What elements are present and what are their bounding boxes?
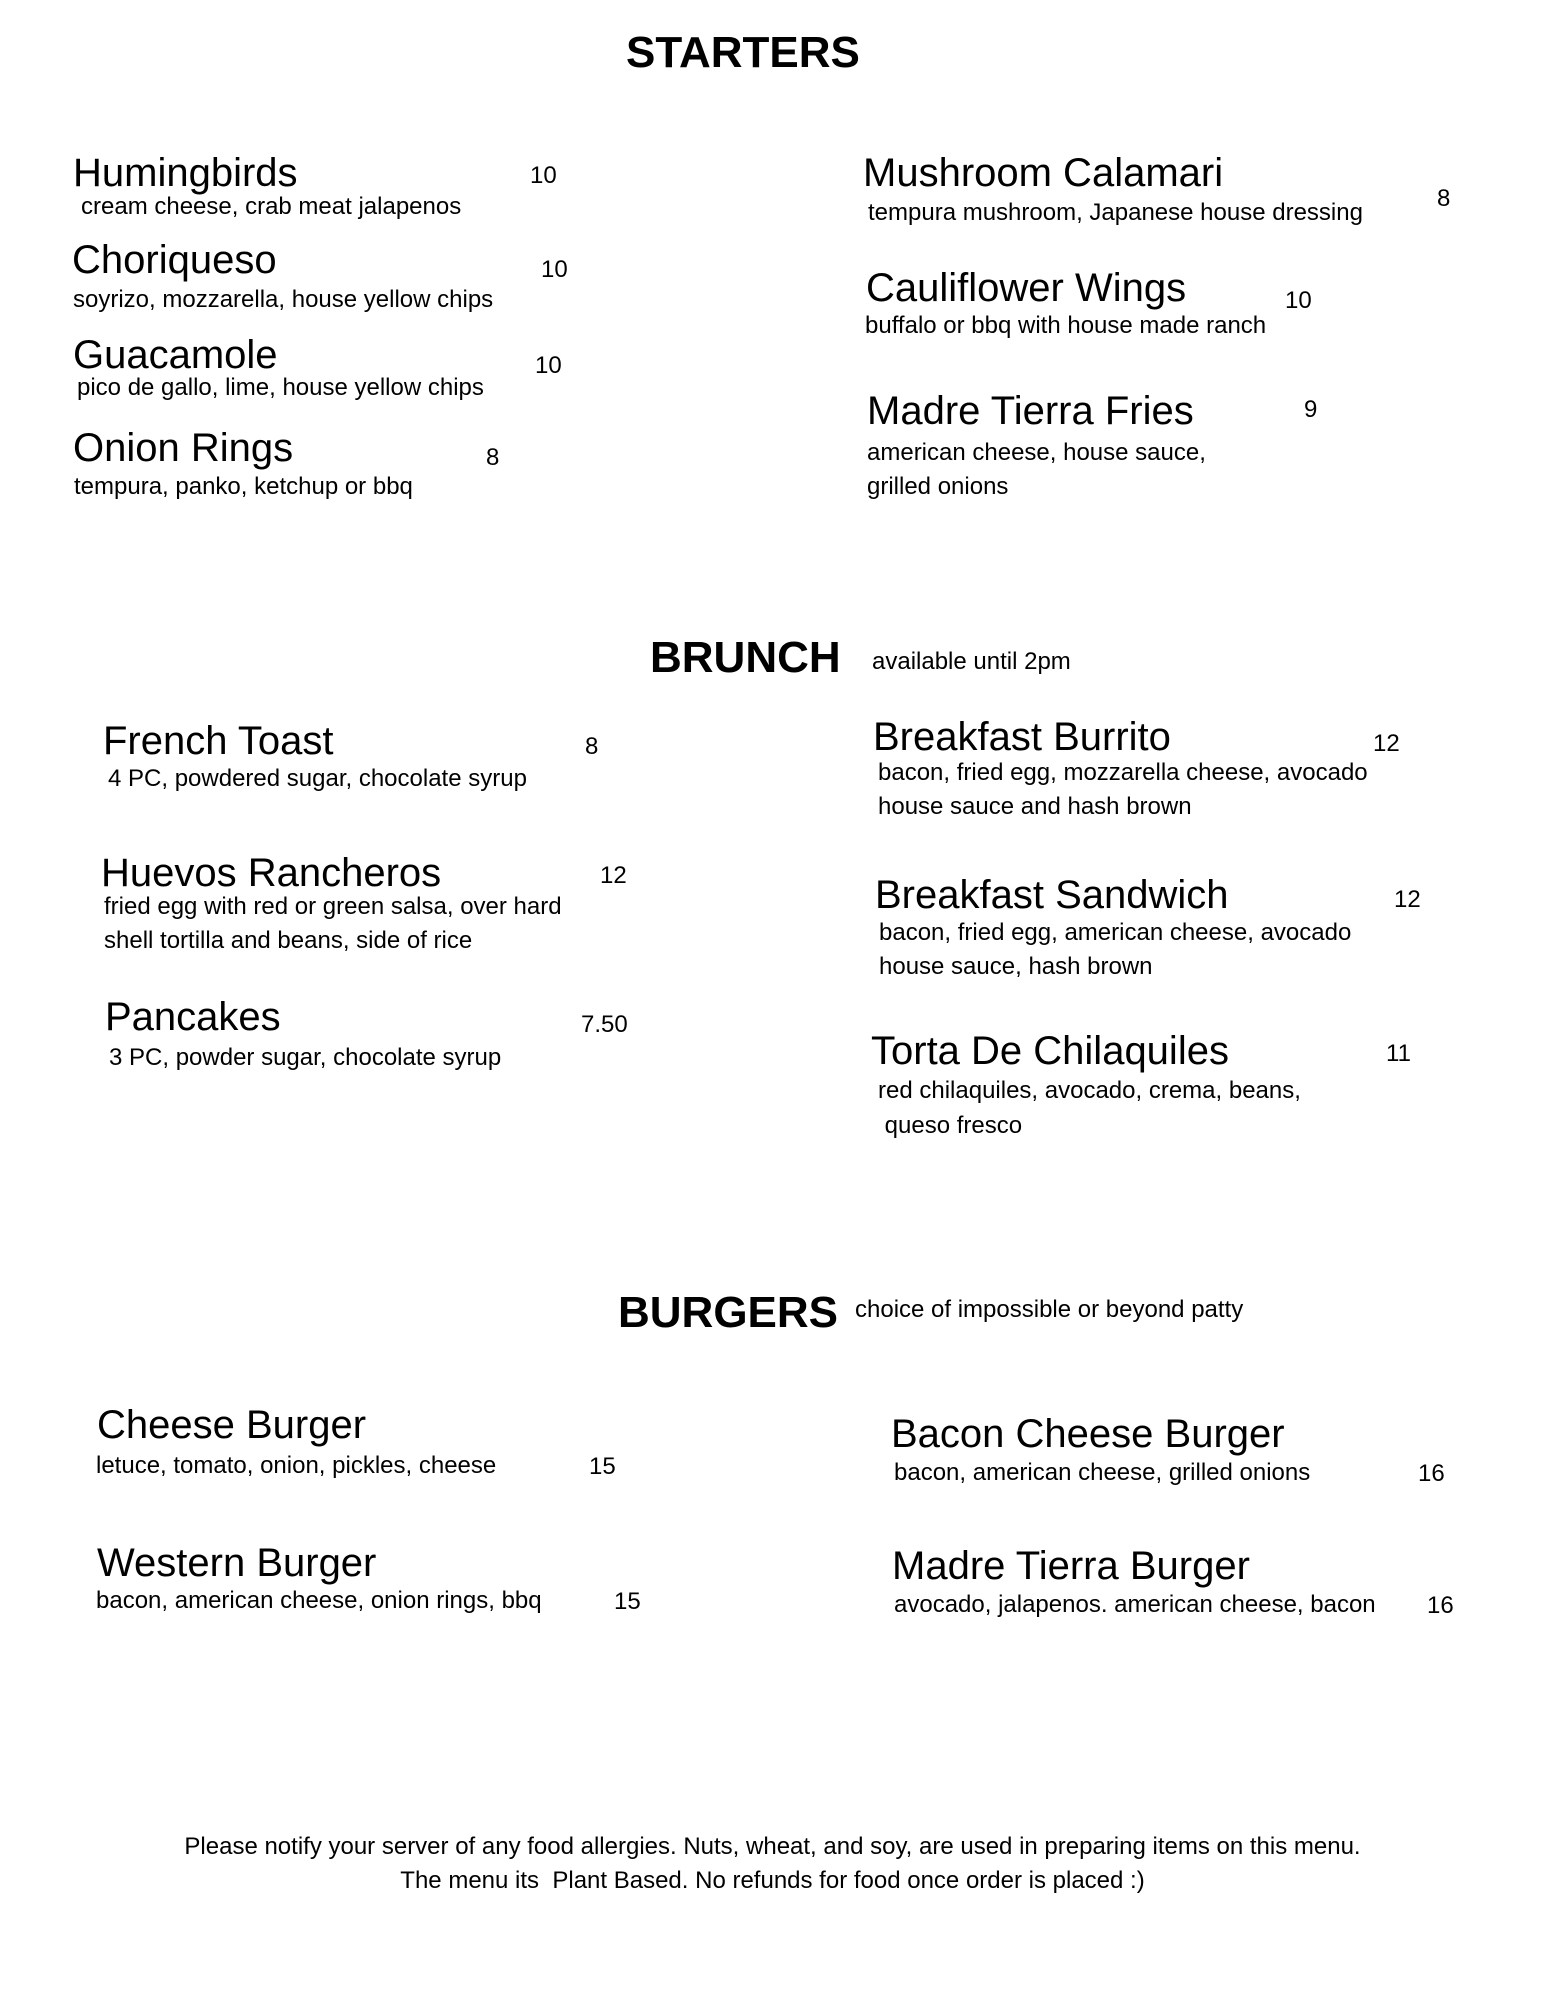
menu-item-desc: american cheese, house sauce, <box>867 439 1206 466</box>
menu-item-desc: queso fresco <box>878 1112 1023 1139</box>
menu-item-price: 10 <box>535 352 562 379</box>
menu-item-desc: fried egg with red or green salsa, over hard <box>104 893 562 920</box>
menu-item-name: Huevos Rancheros <box>101 851 442 895</box>
menu-item-price: 8 <box>486 444 500 471</box>
menu-item-desc: tempura, panko, ketchup or bbq <box>74 473 413 500</box>
menu-item-desc: bacon, american cheese, grilled onions <box>894 1459 1311 1486</box>
burgers-title: BURGERS <box>618 1288 839 1337</box>
menu-item-name: Breakfast Sandwich <box>875 873 1229 917</box>
menu-item-desc: 3 PC, powder sugar, chocolate syrup <box>109 1044 502 1071</box>
menu-item-price: 12 <box>1394 886 1421 913</box>
menu-item-price: 16 <box>1427 1592 1454 1619</box>
menu-item-desc: tempura mushroom, Japanese house dressing <box>868 199 1363 226</box>
menu-item-desc: shell tortilla and beans, side of rice <box>104 927 473 954</box>
menu-item-price: 12 <box>600 862 627 889</box>
menu-item-price: 12 <box>1373 730 1400 757</box>
menu-item-desc: house sauce and hash brown <box>878 793 1192 820</box>
menu-item-desc: buffalo or bbq with house made ranch <box>865 312 1267 339</box>
menu-item-name: Cauliflower Wings <box>866 266 1187 310</box>
menu-item-price: 10 <box>541 256 568 283</box>
menu-item-name: Choriqueso <box>72 238 277 282</box>
menu-item-name: Madre Tierra Fries <box>867 389 1194 433</box>
brunch-title: BRUNCH <box>650 633 841 682</box>
menu-item-price: 7.50 <box>581 1011 628 1038</box>
menu-item-desc: letuce, tomato, onion, pickles, cheese <box>96 1452 497 1479</box>
menu-item-desc: bacon, american cheese, onion rings, bbq <box>96 1587 542 1614</box>
menu-item-name: Cheese Burger <box>97 1403 367 1447</box>
menu-item-price: 8 <box>585 733 599 760</box>
menu-item-price: 11 <box>1386 1040 1411 1067</box>
menu-item-desc: grilled onions <box>867 473 1009 500</box>
menu-item-desc: avocado, jalapenos. american cheese, bacon <box>894 1591 1376 1618</box>
menu-item-name: Bacon Cheese Burger <box>891 1412 1285 1456</box>
menu-item-desc: cream cheese, crab meat jalapenos <box>81 193 462 220</box>
menu-item-desc: soyrizo, mozzarella, house yellow chips <box>73 286 494 313</box>
menu-item-name: French Toast <box>103 719 334 763</box>
menu-item-desc: pico de gallo, lime, house yellow chips <box>77 374 484 401</box>
menu-item-desc: bacon, fried egg, mozzarella cheese, avocado <box>878 759 1368 786</box>
menu-item-name: Pancakes <box>105 995 281 1039</box>
plant-based-notice: The menu its Plant Based. No refunds for food once order is placed :) <box>400 1867 1145 1894</box>
menu-item-desc: house sauce, hash brown <box>879 953 1153 980</box>
menu-item-desc: 4 PC, powdered sugar, chocolate syrup <box>108 765 527 792</box>
menu-item-name: Mushroom Calamari <box>863 151 1224 195</box>
menu-item-price: 8 <box>1437 185 1451 212</box>
menu-item-name: Humingbirds <box>73 151 298 195</box>
menu-item-price: 15 <box>589 1453 616 1480</box>
menu-item-desc: red chilaquiles, avocado, crema, beans, <box>878 1077 1301 1104</box>
burgers-note: choice of impossible or beyond patty <box>855 1296 1244 1323</box>
menu-item-name: Breakfast Burrito <box>873 715 1171 759</box>
menu-item-price: 10 <box>530 162 557 189</box>
menu-item-name: Onion Rings <box>73 426 294 470</box>
menu-item-price: 9 <box>1304 396 1318 423</box>
menu-item-name: Torta De Chilaquiles <box>871 1029 1229 1073</box>
menu-item-price: 16 <box>1418 1460 1445 1487</box>
menu-item-name: Western Burger <box>97 1541 377 1585</box>
menu-item-name: Guacamole <box>73 333 278 377</box>
allergy-notice: Please notify your server of any food allergies. Nuts, wheat, and soy, are used in preparing items on this menu. <box>184 1833 1361 1860</box>
menu-item-price: 15 <box>614 1588 641 1615</box>
brunch-note: available until 2pm <box>872 648 1071 675</box>
starters-title: STARTERS <box>626 28 860 77</box>
menu-item-desc: bacon, fried egg, american cheese, avocado <box>879 919 1352 946</box>
menu-item-name: Madre Tierra Burger <box>892 1544 1250 1588</box>
menu-item-price: 10 <box>1285 287 1312 314</box>
